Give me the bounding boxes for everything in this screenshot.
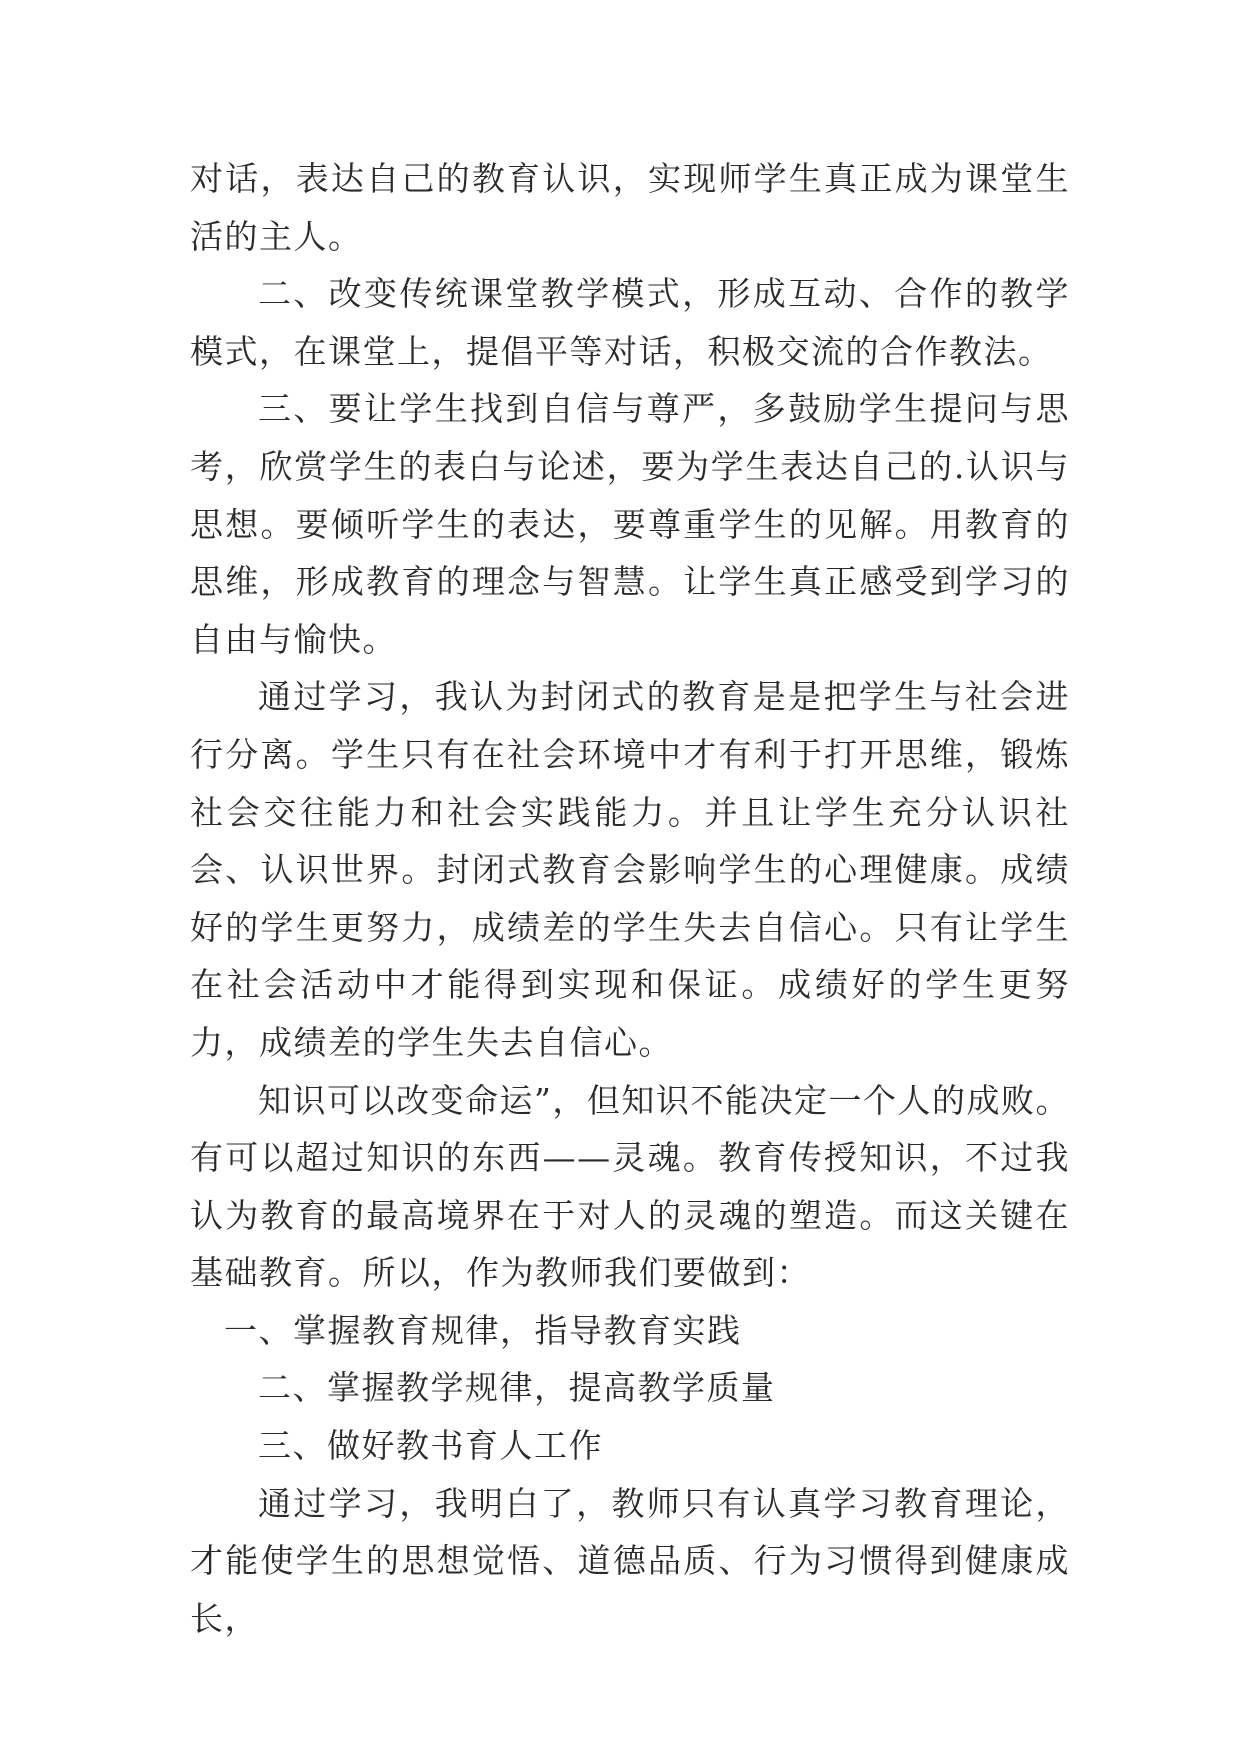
paragraph-closed-education: 通过学习，我认为封闭式的教育是是把学生与社会进行分离。学生只有在社会环境中才有利于打开思维，锻炼社会交往能力和社会实践能力。并且让学生充分认识社会、认识世界。封闭式教育会影响学生的心理健康。成绩好的学生更努力，成绩差的学生失去自信心。只有让学生在社会活动中才能得到实现和保证。成绩好的学生更努力，成绩差的学生失去自信心。 [190, 677, 1070, 1062]
paragraph-knowledge-soul: 知识可以改变命运”，但知识不能决定一个人的成败。有可以超过知识的东西——灵魂。教育传授知识，不过我认为教育的最高境界在于对人的灵魂的塑造。而这关键在基础教育。所以，作为教师我们要做到： [190, 1080, 1070, 1293]
list-item-two: 二、掌握教学规律，提高教学质量 [258, 1368, 776, 1408]
paragraph-point-two: 二、改变传统课堂教学模式，形成互动、合作的教学模式，在课堂上，提倡平等对话，积极交流的合作教法。 [190, 274, 1070, 371]
document-body [190, 150, 1070, 1647]
list-item-three: 三、做好教书育人工作 [258, 1426, 603, 1466]
paragraph-point-three: 三、要让学生找到自信与尊严，多鼓励学生提问与思考，欣赏学生的表白与论述，要为学生表达自己的.认识与思想。要倾听学生的表达，要尊重学生的见解。用教育的思维，形成教育的理念与智慧。让学生真正感受到学习的自由与愉快。 [190, 389, 1070, 659]
list-item-one: 一、掌握教育规律，指导教育实践 [224, 1310, 742, 1350]
paragraph-continuation: 对话，表达自己的教育认识，实现师学生真正成为课堂生活的主人。 [190, 159, 1070, 256]
paragraph-conclusion: 通过学习，我明白了，教师只有认真学习教育理论，才能使学生的思想觉悟、道德品质、行为习惯得到健康成长， [190, 1483, 1070, 1638]
